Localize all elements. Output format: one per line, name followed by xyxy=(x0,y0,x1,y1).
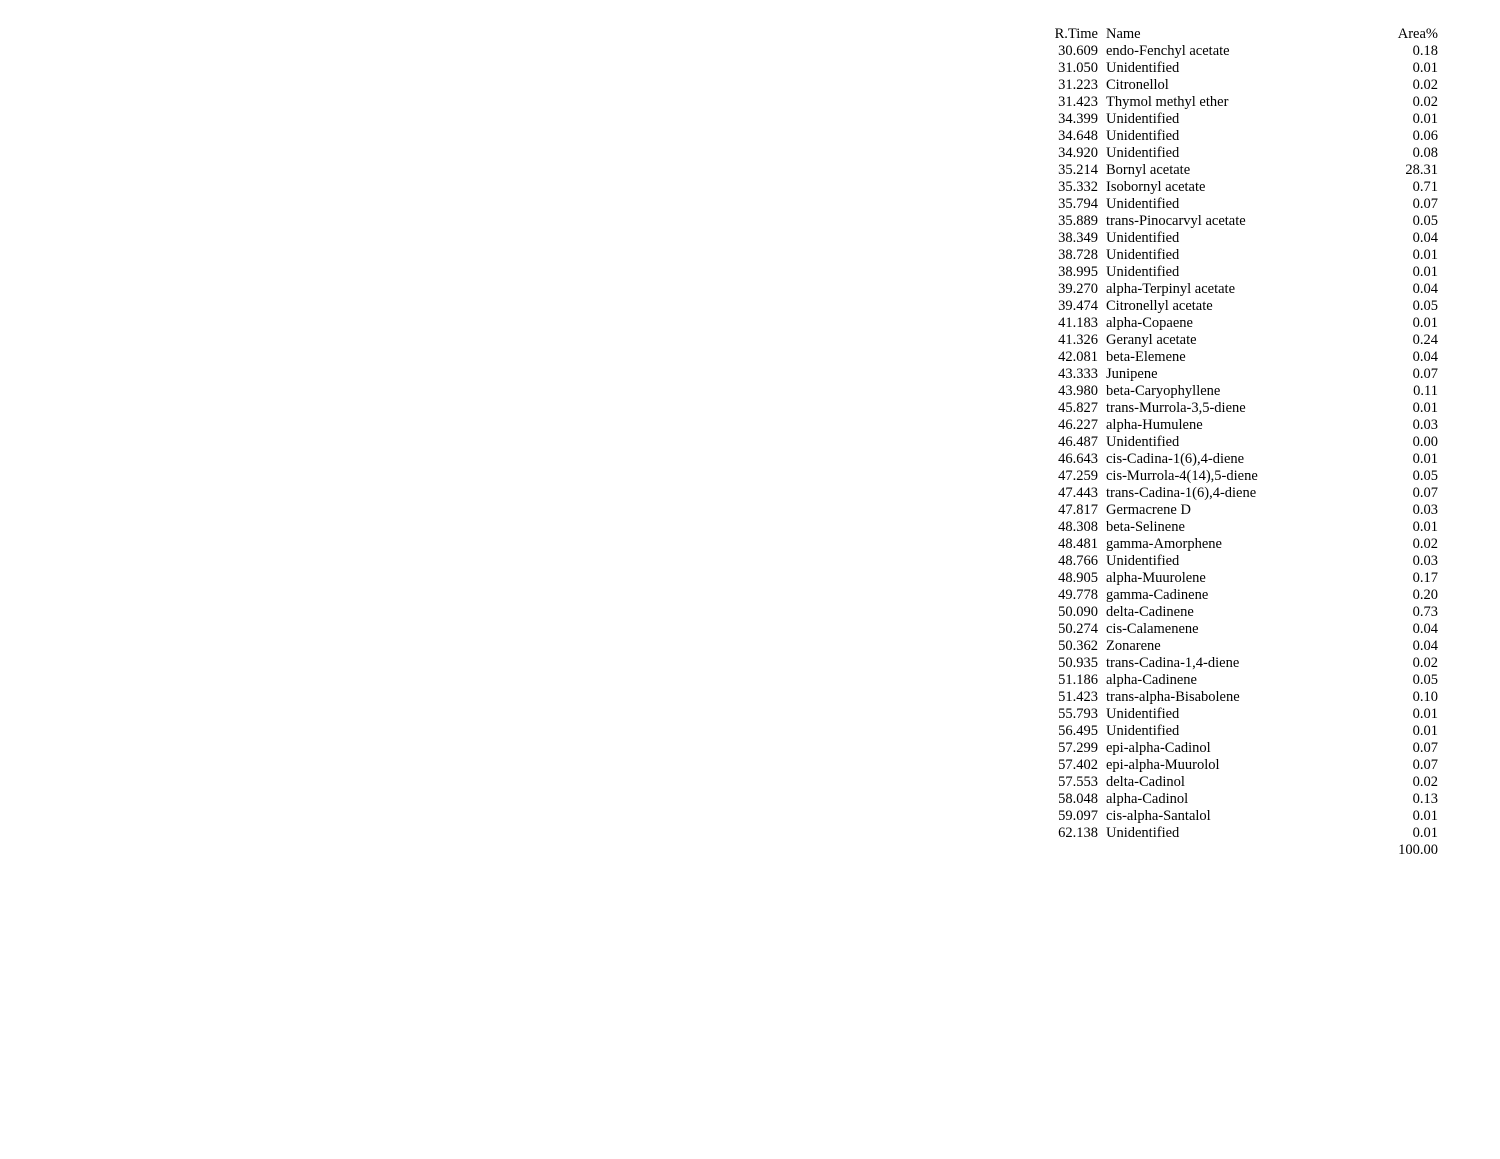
row-name: alpha-Cadinene xyxy=(1106,672,1197,688)
row-name: trans-alpha-Bisabolene xyxy=(1106,689,1240,705)
table-row xyxy=(1046,145,1446,162)
row-rtime: 47.443 xyxy=(1058,485,1098,501)
row-area: 0.01 xyxy=(1412,519,1438,535)
row-name: epi-alpha-Cadinol xyxy=(1106,740,1211,756)
table-row xyxy=(1046,349,1446,366)
row-rtime: 50.090 xyxy=(1058,604,1098,620)
row-name: Unidentified xyxy=(1106,553,1180,569)
row-area: 0.01 xyxy=(1412,706,1438,722)
table-row xyxy=(1046,672,1446,689)
table-row xyxy=(1046,77,1446,94)
row-name: Unidentified xyxy=(1106,111,1180,127)
table-row xyxy=(1046,740,1446,757)
row-name: Junipene xyxy=(1106,366,1158,382)
row-area: 0.07 xyxy=(1412,757,1438,773)
row-rtime: 59.097 xyxy=(1058,808,1098,824)
row-name: alpha-Copaene xyxy=(1106,315,1193,331)
row-rtime: 31.423 xyxy=(1058,94,1098,110)
row-name: Unidentified xyxy=(1106,723,1180,739)
row-rtime: 41.183 xyxy=(1058,315,1098,331)
row-rtime: 48.905 xyxy=(1058,570,1098,586)
row-name: gamma-Cadinene xyxy=(1106,587,1209,603)
table-row xyxy=(1046,264,1446,281)
row-area: 0.02 xyxy=(1412,655,1438,671)
row-name: Unidentified xyxy=(1106,825,1180,841)
row-rtime: 47.817 xyxy=(1058,502,1098,518)
table-row xyxy=(1046,468,1446,485)
table-row xyxy=(1046,247,1446,264)
row-name: trans-Murrola-3,5-diene xyxy=(1106,400,1246,416)
table-row xyxy=(1046,621,1446,638)
table-row xyxy=(1046,485,1446,502)
table-row xyxy=(1046,162,1446,179)
row-rtime: 48.766 xyxy=(1058,553,1098,569)
row-name: Unidentified xyxy=(1106,230,1180,246)
row-rtime: 35.332 xyxy=(1058,179,1098,195)
table-row xyxy=(1046,230,1446,247)
row-name: Zonarene xyxy=(1106,638,1161,654)
table-row xyxy=(1046,502,1446,519)
row-area: 0.01 xyxy=(1412,111,1438,127)
row-name: Unidentified xyxy=(1106,247,1180,263)
row-name: Unidentified xyxy=(1106,196,1180,212)
row-name: beta-Caryophyllene xyxy=(1106,383,1221,399)
row-area: 0.01 xyxy=(1412,825,1438,841)
table-row xyxy=(1046,570,1446,587)
row-rtime: 35.214 xyxy=(1058,162,1098,178)
table-row xyxy=(1046,366,1446,383)
row-rtime: 55.793 xyxy=(1058,706,1098,722)
table-row xyxy=(1046,791,1446,808)
table-row xyxy=(1046,383,1446,400)
row-area: 0.00 xyxy=(1412,434,1438,450)
row-name: Unidentified xyxy=(1106,706,1180,722)
row-area: 0.05 xyxy=(1412,468,1438,484)
table-row xyxy=(1046,196,1446,213)
table-row xyxy=(1046,400,1446,417)
table-row xyxy=(1046,434,1446,451)
row-name: beta-Selinene xyxy=(1106,519,1185,535)
row-name: cis-Cadina-1(6),4-diene xyxy=(1106,451,1245,467)
row-rtime: 49.778 xyxy=(1058,587,1098,603)
row-name: Germacrene D xyxy=(1106,502,1191,518)
row-area: 0.01 xyxy=(1412,264,1438,280)
row-name: beta-Elemene xyxy=(1106,349,1186,365)
row-rtime: 48.308 xyxy=(1058,519,1098,535)
table-row xyxy=(1046,111,1446,128)
row-area: 0.03 xyxy=(1412,553,1438,569)
row-rtime: 35.794 xyxy=(1058,196,1098,212)
row-rtime: 39.474 xyxy=(1058,298,1098,314)
row-area: 0.07 xyxy=(1412,485,1438,501)
row-rtime: 51.186 xyxy=(1058,672,1098,688)
row-rtime: 50.274 xyxy=(1058,621,1098,637)
row-rtime: 41.326 xyxy=(1058,332,1098,348)
row-rtime: 34.399 xyxy=(1058,111,1098,127)
table-row xyxy=(1046,332,1446,349)
row-name: Thymol methyl ether xyxy=(1106,94,1229,110)
row-rtime: 31.050 xyxy=(1058,60,1098,76)
table-row xyxy=(1046,706,1446,723)
row-area: 0.01 xyxy=(1412,400,1438,416)
header-row xyxy=(1046,26,1446,43)
table-row xyxy=(1046,604,1446,621)
row-name: alpha-Terpinyl acetate xyxy=(1106,281,1236,297)
row-area: 0.01 xyxy=(1412,808,1438,824)
table-row xyxy=(1046,43,1446,60)
row-name: alpha-Cadinol xyxy=(1106,791,1189,807)
table-row xyxy=(1046,298,1446,315)
row-area: 0.04 xyxy=(1412,230,1438,246)
row-name: Geranyl acetate xyxy=(1106,332,1197,348)
table-row xyxy=(1046,774,1446,791)
table-row xyxy=(1046,587,1446,604)
row-area: 0.07 xyxy=(1412,196,1438,212)
row-area: 0.06 xyxy=(1412,128,1438,144)
row-area: 0.01 xyxy=(1412,315,1438,331)
row-area: 0.04 xyxy=(1412,621,1438,637)
row-rtime: 35.889 xyxy=(1058,213,1098,229)
row-area: 28.31 xyxy=(1405,162,1438,178)
row-name: Unidentified xyxy=(1106,145,1180,161)
row-rtime: 58.048 xyxy=(1058,791,1098,807)
table-row xyxy=(1046,179,1446,196)
row-name: epi-alpha-Muurolol xyxy=(1106,757,1220,773)
row-area: 0.04 xyxy=(1412,281,1438,297)
row-rtime: 30.609 xyxy=(1058,43,1098,59)
row-rtime: 43.333 xyxy=(1058,366,1098,382)
row-name: gamma-Amorphene xyxy=(1106,536,1222,552)
table-row xyxy=(1046,519,1446,536)
row-area: 0.08 xyxy=(1412,145,1438,161)
table-row xyxy=(1046,60,1446,77)
table-row xyxy=(1046,723,1446,740)
row-rtime: 34.920 xyxy=(1058,145,1098,161)
row-name: Bornyl acetate xyxy=(1106,162,1191,178)
row-rtime: 31.223 xyxy=(1058,77,1098,93)
row-name: delta-Cadinol xyxy=(1106,774,1185,790)
table-row xyxy=(1046,281,1446,298)
row-area: 0.01 xyxy=(1412,60,1438,76)
row-area: 0.73 xyxy=(1412,604,1438,620)
row-area: 0.20 xyxy=(1412,587,1438,603)
row-area: 0.18 xyxy=(1412,43,1438,59)
row-area: 0.71 xyxy=(1412,179,1438,195)
row-rtime: 39.270 xyxy=(1058,281,1098,297)
row-area: 0.03 xyxy=(1412,417,1438,433)
row-rtime: 57.299 xyxy=(1058,740,1098,756)
row-name: alpha-Humulene xyxy=(1106,417,1203,433)
row-rtime: 38.995 xyxy=(1058,264,1098,280)
table-row xyxy=(1046,536,1446,553)
table-row xyxy=(1046,808,1446,825)
row-area: 0.17 xyxy=(1412,570,1438,586)
header-rtime: R.Time xyxy=(1054,26,1098,42)
row-rtime: 56.495 xyxy=(1058,723,1098,739)
row-area: 0.04 xyxy=(1412,349,1438,365)
row-name: trans-Pinocarvyl acetate xyxy=(1106,213,1246,229)
row-area: 0.10 xyxy=(1412,689,1438,705)
total-area: 100.00 xyxy=(1398,842,1438,858)
row-rtime: 45.827 xyxy=(1058,400,1098,416)
row-area: 0.04 xyxy=(1412,638,1438,654)
row-rtime: 38.349 xyxy=(1058,230,1098,246)
table-row xyxy=(1046,655,1446,672)
table-row xyxy=(1046,417,1446,434)
total-row xyxy=(1046,842,1446,859)
row-area: 0.24 xyxy=(1412,332,1438,348)
row-name: Unidentified xyxy=(1106,128,1180,144)
row-name: cis-alpha-Santalol xyxy=(1106,808,1211,824)
row-name: Unidentified xyxy=(1106,264,1180,280)
row-rtime: 57.402 xyxy=(1058,757,1098,773)
row-area: 0.07 xyxy=(1412,740,1438,756)
row-area: 0.05 xyxy=(1412,672,1438,688)
row-area: 0.02 xyxy=(1412,536,1438,552)
row-name: Unidentified xyxy=(1106,60,1180,76)
row-area: 0.01 xyxy=(1412,451,1438,467)
row-name: Unidentified xyxy=(1106,434,1180,450)
row-rtime: 42.081 xyxy=(1058,349,1098,365)
row-name: trans-Cadina-1(6),4-diene xyxy=(1106,485,1257,501)
row-name: cis-Calamenene xyxy=(1106,621,1199,637)
row-area: 0.01 xyxy=(1412,723,1438,739)
table-body xyxy=(1046,43,1446,842)
row-name: trans-Cadina-1,4-diene xyxy=(1106,655,1240,671)
row-rtime: 38.728 xyxy=(1058,247,1098,263)
table-row xyxy=(1046,689,1446,706)
row-name: Citronellol xyxy=(1106,77,1169,93)
header-area: Area% xyxy=(1397,26,1438,42)
row-name: alpha-Muurolene xyxy=(1106,570,1206,586)
row-name: Citronellyl acetate xyxy=(1106,298,1213,314)
table-row xyxy=(1046,94,1446,111)
row-area: 0.02 xyxy=(1412,77,1438,93)
row-rtime: 46.227 xyxy=(1058,417,1098,433)
row-area: 0.05 xyxy=(1412,298,1438,314)
row-area: 0.02 xyxy=(1412,94,1438,110)
table-row xyxy=(1046,315,1446,332)
row-rtime: 34.648 xyxy=(1058,128,1098,144)
row-area: 0.05 xyxy=(1412,213,1438,229)
row-rtime: 46.643 xyxy=(1058,451,1098,467)
row-rtime: 62.138 xyxy=(1058,825,1098,841)
row-rtime: 46.487 xyxy=(1058,434,1098,450)
row-area: 0.03 xyxy=(1412,502,1438,518)
row-area: 0.13 xyxy=(1412,791,1438,807)
row-name: delta-Cadinene xyxy=(1106,604,1194,620)
table-row xyxy=(1046,638,1446,655)
row-area: 0.07 xyxy=(1412,366,1438,382)
row-name: endo-Fenchyl acetate xyxy=(1106,43,1230,59)
row-rtime: 50.935 xyxy=(1058,655,1098,671)
table-row xyxy=(1046,213,1446,230)
row-area: 0.02 xyxy=(1412,774,1438,790)
row-rtime: 50.362 xyxy=(1058,638,1098,654)
row-rtime: 51.423 xyxy=(1058,689,1098,705)
table-row xyxy=(1046,757,1446,774)
row-rtime: 47.259 xyxy=(1058,468,1098,484)
row-area: 0.11 xyxy=(1413,383,1438,399)
row-rtime: 57.553 xyxy=(1058,774,1098,790)
peak-table xyxy=(1046,26,1446,859)
table-row xyxy=(1046,451,1446,468)
table-row xyxy=(1046,825,1446,842)
row-rtime: 48.481 xyxy=(1058,536,1098,552)
row-area: 0.01 xyxy=(1412,247,1438,263)
row-name: cis-Murrola-4(14),5-diene xyxy=(1106,468,1258,484)
row-rtime: 43.980 xyxy=(1058,383,1098,399)
row-name: Isobornyl acetate xyxy=(1106,179,1206,195)
table-row xyxy=(1046,553,1446,570)
header-name: Name xyxy=(1106,26,1141,42)
table-row xyxy=(1046,128,1446,145)
